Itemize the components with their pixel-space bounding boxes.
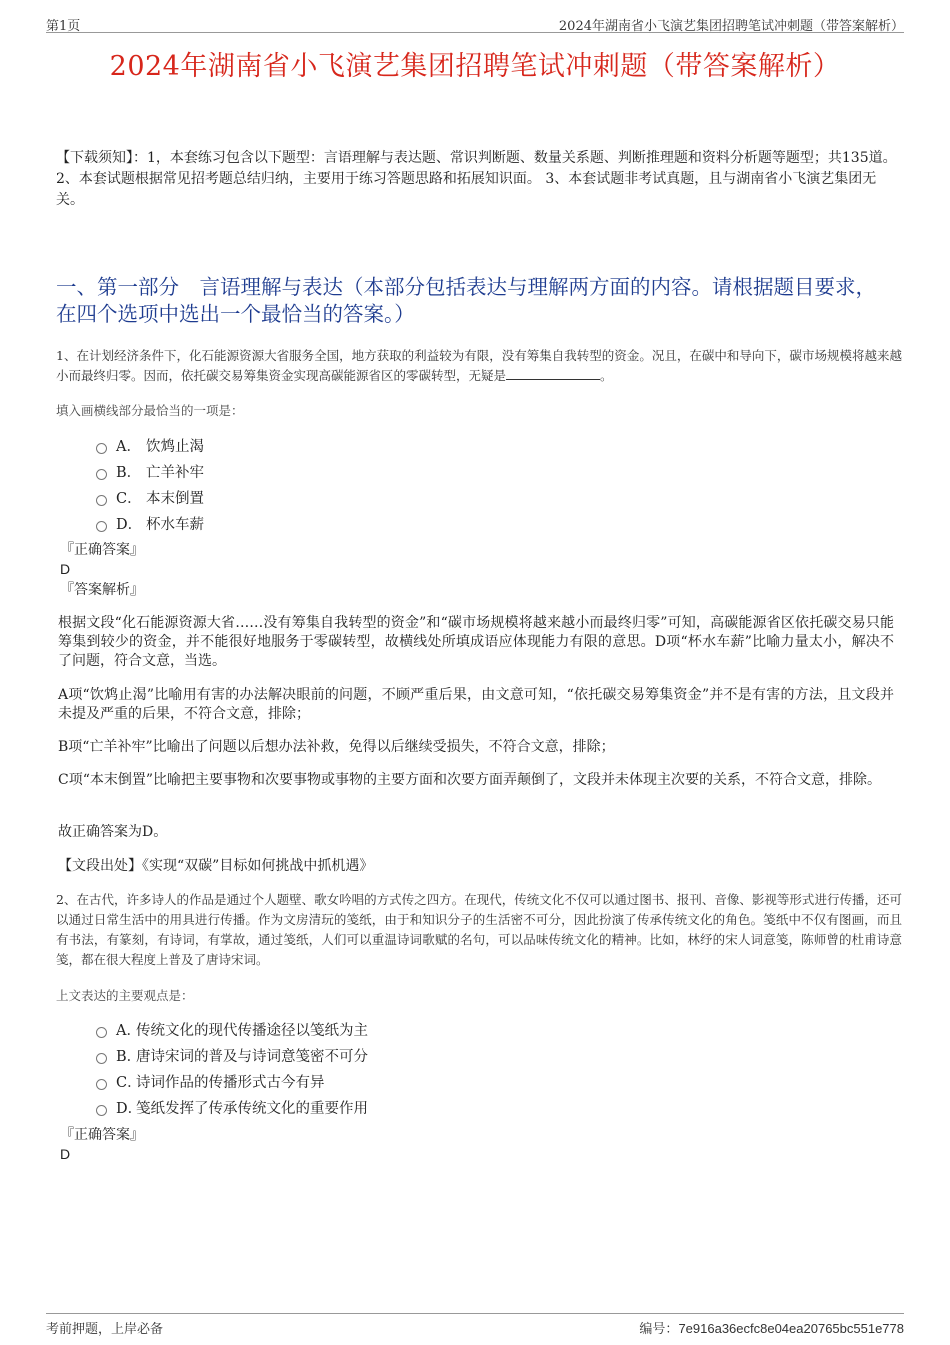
analysis-paragraph: B项“亡羊补牢”比喻出了问题以后想办法补救，免得以后继续受损失，不符合文意，排除； <box>58 739 615 755</box>
footer-code: 编号：7e916a36ecfc8e04ea20765bc551e778 <box>639 1321 904 1337</box>
question-2-options <box>96 1016 368 1120</box>
question-1-answer-label: 『正确答案』 <box>60 542 144 558</box>
option-a[interactable]: A． 饮鸩止渴 <box>96 432 204 458</box>
question-1-options <box>96 432 204 536</box>
radio-icon[interactable] <box>96 469 107 480</box>
radio-icon[interactable] <box>96 1027 107 1038</box>
section-heading: 一、第一部分 言语理解与表达（本部分包括表达与理解两方面的内容。请根据题目要求，在四个选项中选出一个最恰当的答案。） <box>56 275 876 326</box>
radio-icon[interactable] <box>96 495 107 506</box>
header-doc-title: 2024年湖南省小飞演艺集团招聘笔试冲刺题（带答案解析） <box>558 19 904 34</box>
question-2-prompt: 上文表达的主要观点是： <box>56 988 194 1003</box>
page-footer <box>46 1313 904 1336</box>
radio-icon[interactable] <box>96 1053 107 1064</box>
analysis-paragraph: A项“饮鸩止渴”比喻用有害的办法解决眼前的问题，不顾严重后果，由文意可知，“依托碳交易筹集资金”并不是有害的方法，且文段并未提及严重的后果，不符合文意，排除； <box>58 687 894 722</box>
option-d[interactable]: D． 笺纸发挥了传承传统文化的重要作用 <box>96 1094 368 1120</box>
question-1-stem: 1、在计划经济条件下，化石能源资源大省服务全国，地方获取的利益较为有限，没有筹集自我转型的资金。况且，在碳中和导向下，碳市场规模将越来越小而最终归零。因而，依托碳交易筹集资金实现高碳能源省区的零碳转型，无疑是 。 <box>56 348 902 383</box>
radio-icon[interactable] <box>96 1105 107 1116</box>
option-b[interactable]: B． 亡羊补牢 <box>96 458 204 484</box>
page-header <box>46 12 904 33</box>
source-citation: 【文段出处】《实现“双碳”目标如何挑战中抓机遇》 <box>58 858 374 874</box>
option-a[interactable]: A． 传统文化的现代传播途径以笺纸为主 <box>96 1016 368 1042</box>
analysis-conclusion: 故正确答案为D。 <box>58 824 168 840</box>
question-1-analysis-label: 『答案解析』 <box>60 582 144 598</box>
question-2-answer-label: 『正确答案』 <box>60 1127 144 1143</box>
option-c[interactable]: C． 诗词作品的传播形式古今有异 <box>96 1068 368 1094</box>
question-2-answer: D <box>60 1146 71 1162</box>
option-b[interactable]: B． 唐诗宋词的普及与诗词意笺密不可分 <box>96 1042 368 1068</box>
question-1-answer: D <box>60 561 71 577</box>
footer-slogan: 考前押题，上岸必备 <box>46 1322 164 1337</box>
page-number: 第1页 <box>46 19 81 34</box>
analysis-paragraph: 根据文段“化石能源资源大省……没有筹集自我转型的资金”和“碳市场规模将越来越小而最终归零”可知，高碳能源省区依托碳交易只能筹集到较少的资金，并不能很好地服务于零碳转型，故横线处所填成语应体现能力有限的意思。D项“杯水车薪”比喻力量太小，解决不了问题，符合文意，当选。 <box>58 615 894 669</box>
question-2-stem: 2、在古代，许多诗人的作品是通过个人题壁、歌女吟唱的方式传之四方。在现代，传统文化不仅可以通过图书、报刊、音像、影视等形式进行传播，还可以通过日常生活中的用具进行传播。作为文房清玩的笺纸，由于和知识分子的生活密不可分，因此扮演了传承传统文化的角色。笺纸中不仅有图画，而且有书法，有篆刻，有诗词，有掌故，通过笺纸，人们可以重温诗词歌赋的名句，可以品味传统文化的精神。比如，林纾的宋人词意笺，陈师曾的杜甫诗意笺，都在很大程度上普及了唐诗宋词。 <box>56 892 902 967</box>
download-notice: 【下载须知】：1，本套练习包含以下题型：言语理解与表达题、常识判断题、数量关系题、判断推理题和资料分析题等题型；共135道。 2、本套试题根据常见招考题总结归纳，主要用于练习答题思路和拓展知识面。 3、本套试题非考试真题，且与湖南省小飞演艺集团无关。 <box>56 150 897 208</box>
question-1-prompt: 填入画横线部分最恰当的一项是： <box>56 403 244 418</box>
option-d[interactable]: D． 杯水车薪 <box>96 510 204 536</box>
radio-icon[interactable] <box>96 521 107 532</box>
option-c[interactable]: C． 本末倒置 <box>96 484 204 510</box>
radio-icon[interactable] <box>96 1079 107 1090</box>
radio-icon[interactable] <box>96 443 107 454</box>
fill-blank <box>506 367 600 380</box>
analysis-paragraph: C项“本末倒置”比喻把主要事物和次要事物或事物的主要方面和次要方面弄颠倒了，文段并未体现主次要的关系，不符合文意，排除。 <box>58 772 882 788</box>
document-title: 2024年湖南省小飞演艺集团招聘笔试冲刺题（带答案解析） <box>109 51 841 82</box>
